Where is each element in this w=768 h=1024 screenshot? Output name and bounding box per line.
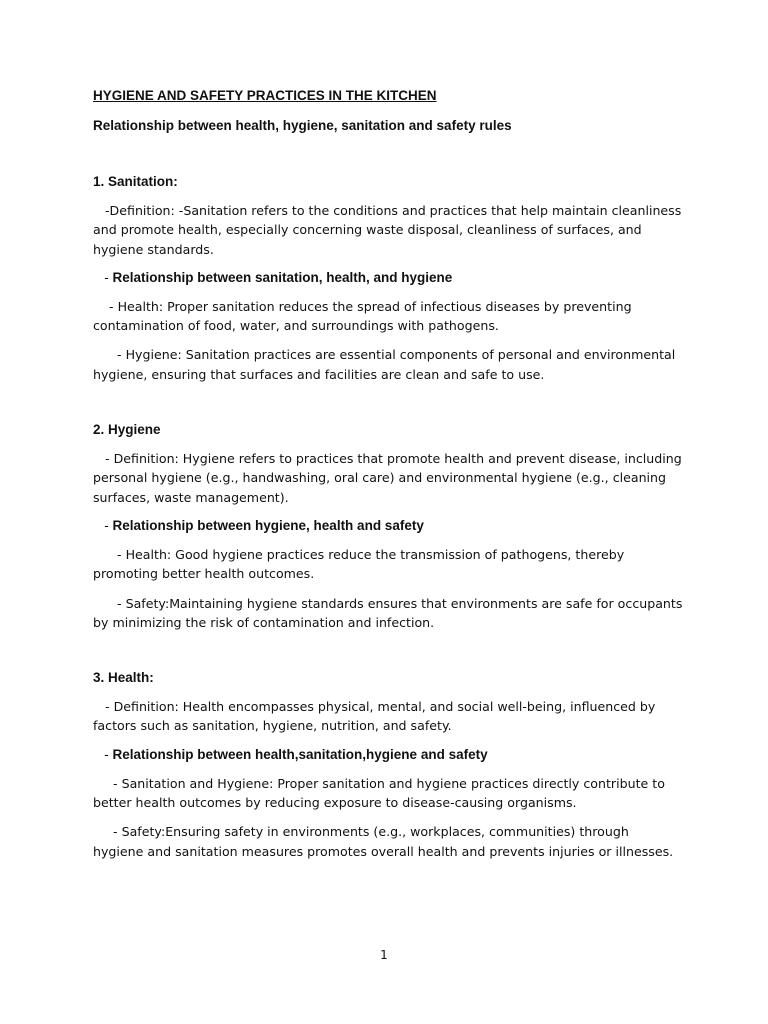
- definition-paragraph: - Definition: Health encompasses physical, mental, and social well-being, influenced by factors such as sanitation, hygiene, nutrition, and safety.: [93, 699, 660, 734]
- relationship-heading-text: Relationship between health,sanitation,hygiene and safety: [112, 746, 488, 762]
- section-heading: 1. Sanitation:: [93, 174, 178, 189]
- section-hygiene: [93, 420, 687, 632]
- page-number: 1: [380, 948, 388, 962]
- relationship-point: - Hygiene: Sanitation practices are essential components of personal and environmental hygiene, ensuring that surfaces and facilities are clean and safe to use.: [93, 347, 680, 382]
- section-heading: 3. Health:: [93, 670, 154, 686]
- relationship-point: - Sanitation and Hygiene: Proper sanitation and hygiene practices directly contribute to better health outcomes by reducing exposure to disease-causing organisms.: [93, 775, 669, 811]
- document-title: HYGIENE AND SAFETY PRACTICES IN THE KITCHEN: [93, 88, 437, 103]
- relationship-heading: [93, 268, 683, 288]
- relationship-bullet: -: [93, 269, 113, 285]
- section-health: [93, 668, 683, 861]
- relationship-heading-text: Relationship between hygiene, health and safety: [112, 517, 424, 533]
- relationship-heading-text: Relationship between sanitation, health, and hygiene: [112, 269, 453, 285]
- document-subtitle: Relationship between health, hygiene, sanitation and safety rules: [93, 118, 512, 133]
- section-heading: 2. Hygiene: [93, 422, 161, 438]
- relationship-heading: [93, 745, 683, 765]
- section-sanitation: [93, 172, 686, 384]
- relationship-point: - Safety:Ensuring safety in environments (e.g., workplaces, communities) through hygiene and sanitation measures promotes overall health and prevents injuries or illnesses.: [93, 824, 674, 859]
- definition-paragraph: - Definition: Hygiene refers to practices that promote health and prevent disease, including personal hygiene (e.g., handwashing, oral care) and environmental hygiene (e.g., cleaning surfaces, waste management).: [93, 451, 686, 505]
- relationship-heading: [93, 516, 683, 536]
- relationship-bullet: -: [93, 746, 113, 762]
- relationship-point: - Health: Proper sanitation reduces the spread of infectious diseases by preventing contamination of food, water, and surroundings with pathogens.: [93, 298, 636, 334]
- relationship-point: - Safety:Maintaining hygiene standards ensures that environments are safe for occupants by minimizing the risk of contamination and infection.: [93, 595, 687, 630]
- relationship-bullet: -: [93, 517, 113, 533]
- document-body: [93, 86, 687, 861]
- relationship-point: - Health: Good hygiene practices reduce the transmission of pathogens, thereby promoting better health outcomes.: [93, 546, 629, 582]
- definition-paragraph: -Definition: -Sanitation refers to the conditions and practices that help maintain cleanliness and promote health, especially concerning waste disposal, cleanliness of surfaces, and hygiene standards.: [93, 203, 686, 257]
